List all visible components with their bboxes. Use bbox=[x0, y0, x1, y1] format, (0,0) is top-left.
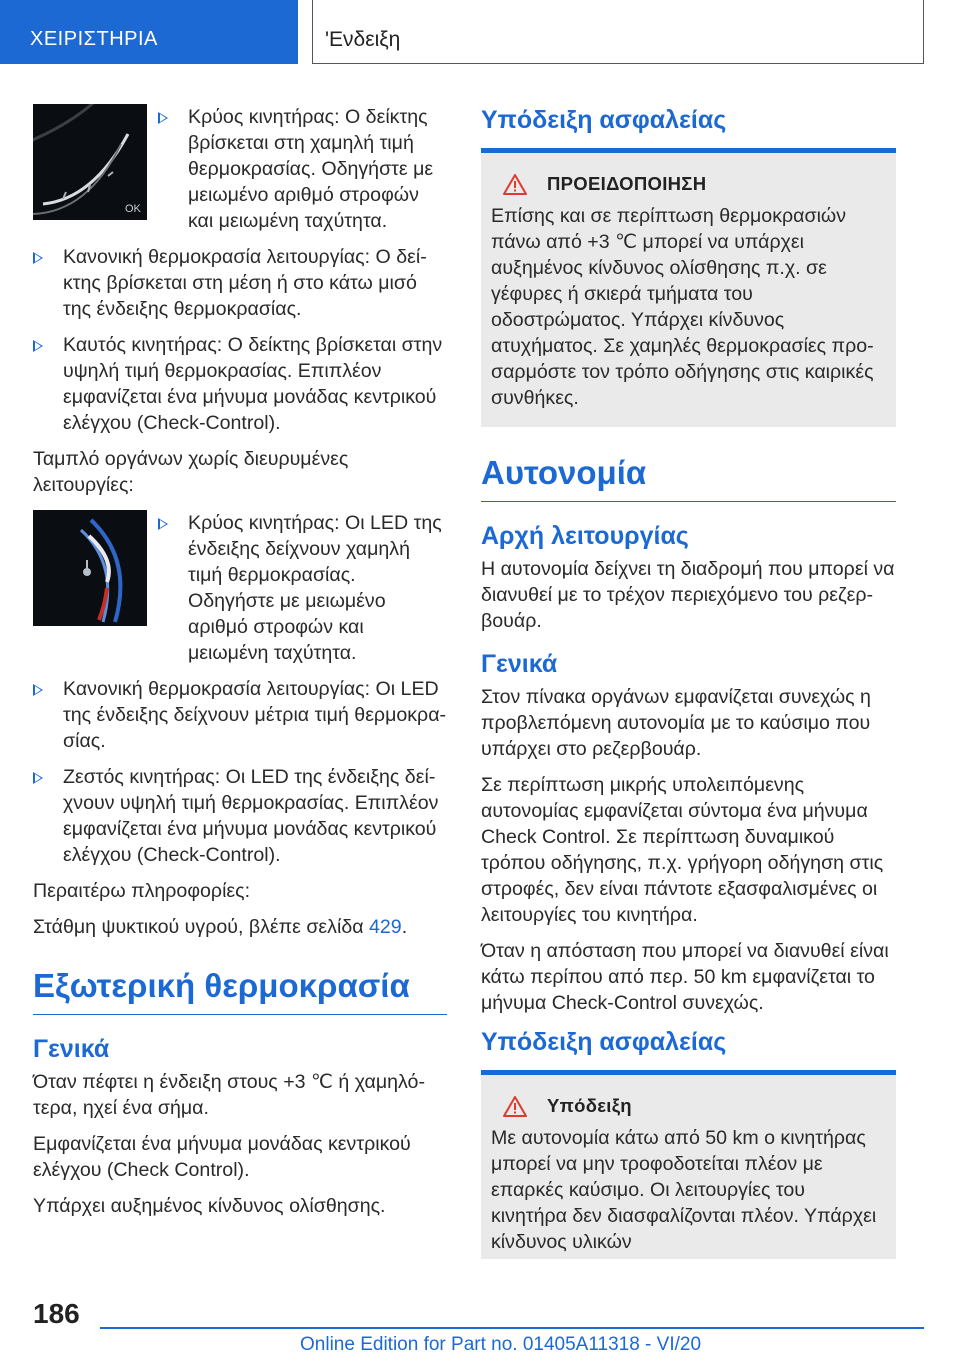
intro-text: Ταμπλό οργάνων χωρίς διευρυμένες λειτουργίες: bbox=[33, 448, 349, 496]
warning-box bbox=[481, 153, 896, 427]
list-item: Κανονική θερμοκρασία λειτουργίας: Οι LED της ένδειξης δείχνουν μέτρια τιμή θερμοκρασίας. bbox=[63, 676, 447, 754]
principle-heading: Αρχή λειτουργίας bbox=[481, 522, 689, 550]
temperature-gauge-image bbox=[33, 104, 147, 220]
warning-text: Επίσης και σε περίπτωση θερμοκρασιών πάνω από +3 ℃ μπορεί να υπάρχει αυξημένος κίνδυνος ολίσθησης π.χ. σε γέφυρες ή σκιερά τμήματα του οδοστρώματος. Υπάρχει κίνδυνος ατυχήματος. Σε χαμηλές θερμοκρασίες προσαρμόστε τον τρόπο οδήγησης στις καιρικές συνθήκες. bbox=[491, 205, 874, 409]
range-heading: Αυτονομία bbox=[481, 453, 896, 502]
triangle-bullet-icon bbox=[33, 684, 43, 696]
paragraph: Η αυτονομία δείχνει τη διαδρομή που μπορεί να διανυθεί με το τρέχον περιεχόμενο του ρεζερβουάρ. bbox=[481, 558, 895, 632]
right-column bbox=[481, 104, 896, 1259]
warning-triangle-icon bbox=[503, 1096, 527, 1117]
gauge-list-2 bbox=[33, 676, 447, 868]
paragraph: Στον πίνακα οργάνων εμφανίζεται συνεχώς η προβλεπόμενη αυτονομία με το καύσιμο που υπάρχει στο ρεζερβουάρ. bbox=[481, 686, 871, 760]
warning-triangle-icon bbox=[503, 174, 527, 195]
led-temperature-image bbox=[33, 510, 147, 626]
triangle-bullet-icon bbox=[158, 518, 168, 530]
paragraph: Όταν πέφτει η ένδειξη στους +3 ℃ ή χαμηλότερα, ηχεί ένα σήμα. bbox=[33, 1071, 425, 1119]
page-number: 186 bbox=[33, 1298, 80, 1329]
outside-temp-heading: Εξωτερική θερμοκρασία bbox=[33, 966, 447, 1015]
chapter-label: 'Ενδειξη bbox=[325, 28, 401, 51]
safety-heading-2: Υπόδειξη ασφαλείας bbox=[481, 1026, 896, 1075]
list-item: Κρύος κινητήρας: Οι LED της ένδειξης δείχνουν χαμηλή τιμή θερμοκρασίας. Οδηγήστε με μειωμένο αριθμό στροφών και μειωμένη ταχύτητα. bbox=[188, 510, 447, 666]
edition-text: Online Edition for Part no. 01405A11318 - VI/20 bbox=[300, 1334, 702, 1355]
coolant-reference: Στάθμη ψυκτικού υγρού, βλέπε σελίδα 429. bbox=[33, 916, 408, 938]
list-item: Κρύος κινητήρας: Ο δείκτης βρίσκεται στη χαμηλή τιμή θερμοκρασίας. Οδηγήστε με μειωμένο αριθμό στροφών και μειωμένη ταχύτητα. bbox=[188, 104, 447, 234]
led-gauge-block bbox=[33, 510, 447, 666]
list-item: Κανονική θερμοκρασία λειτουργίας: Ο δείκτης βρίσκεται στη μέση ή στο κάτω μισό της ένδειξης θερμοκρασίας. bbox=[63, 244, 447, 322]
svg-text:OK: OK bbox=[125, 203, 141, 215]
section-label: ΧΕΙΡΙΣΤΗΡΙΑ bbox=[30, 28, 158, 50]
triangle-bullet-icon bbox=[33, 340, 43, 352]
footer-divider bbox=[100, 1327, 924, 1329]
paragraph: Σε περίπτωση μικρής υπολειπόμενης αυτονομίας εμφανίζεται σύντομα ένα μήνυμα Check Control. Σε περίπτωση δυναμικού τρόπου οδήγησης, π.χ. γρήγορη οδήγηση στις στροφές, δεν είναι πάντοτε εξασφαλισμένες οι λειτουργίες του κινητήρα. bbox=[481, 774, 884, 926]
paragraph: Υπάρχει αυξημένος κίνδυνος ολίσθησης. bbox=[33, 1195, 386, 1217]
more-info-label: Περαιτέρω πληροφορίες: bbox=[33, 880, 251, 902]
note-label: Υπόδειξη bbox=[547, 1095, 632, 1116]
note-text: Με αυτονομία κάτω από 50 km ο κινητήρας μπορεί να μην τροφοδοτείται πλέον με επαρκές καύσιμο. Οι λειτουργίες του κινητήρα δεν διασφαλίζονται πλέον. Υπάρχει κίνδυνος υλικών bbox=[491, 1127, 877, 1253]
warning-label: ΠΡΟΕΙΔΟΠΟΙΗΣΗ bbox=[547, 173, 707, 194]
paragraph: Εμφανίζεται ένα μήνυμα μονάδας κεντρικού ελέγχου (Check Control). bbox=[33, 1133, 411, 1181]
note-box bbox=[481, 1075, 896, 1259]
triangle-bullet-icon bbox=[158, 112, 168, 124]
page-link[interactable]: 429 bbox=[369, 916, 402, 938]
safety-heading: Υπόδειξη ασφαλείας bbox=[481, 104, 896, 153]
left-column bbox=[33, 104, 447, 1229]
gauge-list-1 bbox=[33, 244, 447, 436]
chapter-header bbox=[312, 0, 924, 64]
paragraph: Όταν η απόσταση που μπορεί να διανυθεί είναι κάτω περίπου από περ. 50 km εμφανίζεται το μήνυμα Check-Control συνεχώς. bbox=[481, 940, 889, 1014]
temp-gauge-block bbox=[33, 104, 447, 234]
list-item: Καυτός κινητήρας: Ο δείκτης βρίσκεται στην υψηλή τιμή θερμοκρασίας. Επιπλέον εμφανίζεται ένα μήνυμα μονάδας κεντρικού ελέγχου (Check-Control). bbox=[63, 332, 447, 436]
general-heading: Γενικά bbox=[481, 650, 558, 678]
list-item: Ζεστός κινητήρας: Οι LED της ένδειξης δείχνουν υψηλή τιμή θερμοκρασίας. Επιπλέον εμφανίζεται ένα μήνυμα μονάδας κεντρικού ελέγχου (Check-Control). bbox=[63, 764, 447, 868]
general-heading: Γενικά bbox=[33, 1035, 110, 1063]
section-tab[interactable] bbox=[0, 0, 298, 64]
triangle-bullet-icon bbox=[33, 772, 43, 784]
triangle-bullet-icon bbox=[33, 252, 43, 264]
